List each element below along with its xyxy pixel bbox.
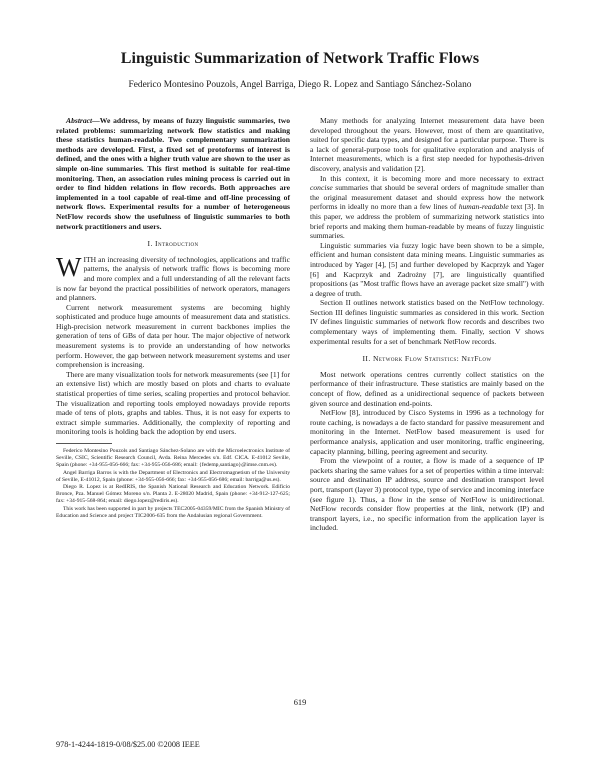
right-paragraph-4: Section II outlines network statistics based on the NetFlow technology. Section III defines linguistic summaries as considered in this work. Section IV defines linguistic summaries of network flow records and describes two complementary ways of implementing them. Finally, section V shows experimental results for a set of benchmark NetFlow records. [310,298,544,346]
section-heading-introduction: I. Introduction [147,239,199,249]
intro-paragraph-1-text: ITH an increasing diversity of technologies, applications and traffic patterns, the analysis of network traffic flows is becoming more and more complex and a full understanding of all the relevant facts is now far beyond the practical possibilities of network operators, managers and planners. [56,254,290,303]
footnote: Federico Montesino Pouzols and Santiago Sánchez-Solano are with the Microelectronics Institute of Seville, CSIC, Scientific Research Council, Avda. Reina Mercedes s/n. Edf. CICA. E-41012 Seville, Spain (phone: +34-955-056-666; fax: +34-955-056-686; email: {fedemp,santiago}@imse.cnm.es). [56,448,290,469]
footnotes [56,448,290,520]
emphasis-human-readable: human-readable [458,202,509,212]
drop-cap: W [56,251,82,282]
copyright-notice: 978-1-4244-1819-0/08/$25.00 ©2008 IEEE [56,740,200,749]
abstract-text: —We address, by means of fuzzy linguistic summaries, two related problems: summarizing network flow statistics and making these statistics human-readable. Two complementary summarization methods are developed. First, a fixed set of protoforms of interest is defined, and the ones with a higher truth value are shown to the user as simple on-line summaries. This first method is suitable for real-time monitoring. Then, an association rules mining process is carried out in order to find hidden relations in flow records. Both approaches are implemented in a tool capable of real-time and off-line processing of network flows. Experimental results for a number of heterogeneous NetFlow records show the usefulness of linguistic summaries to both network practitioners and users. [56,116,290,231]
right-paragraph-6: NetFlow [8], introduced by Cisco Systems in 1996 as a technology for route caching, is nowadays a de facto standard for passive measurement and monitoring in the Internet. NetFlow based measurement is used for performance analysis, application and user monitoring, traffic engineering, capacity planning, billing, peering agreement and security. [310,408,544,456]
footnote: Diego R. Lopez is at RedIRIS, the Spanish National Research and Education Network. Edificio Bronce, Pza. Manuel Gómez Moreno s/n. Planta 2. E-28020 Madrid, Spain (phone: +34-912-127-625; fax: +34-915-568-864; email: diego.lopez@rediris.es). [56,484,290,505]
right-paragraph-1: Many methods for analyzing Internet measurement data have been developed throughout the years. However, most of them are quantitative, suited for specific data types, and designed for a particular purpose. There is a lack of general-purpose tools for qualitative exploration and analysis of Internet measurements, which is a first step needed for hypothesis-driven discovery, analysis and validation [2]. [310,116,544,173]
right-paragraph-5: Most network operations centres currently collect statistics on the performance of their infrastructure. These statistics are mainly based on the concept of flow, defined as a unidirectional sequence of packets between given source and destination end-points. [310,369,544,408]
page-number: 619 [293,698,307,707]
text-run: summaries that should be several orders of magnitude smaller than the original measurement dataset and should express how the network performs in ideally no more than a few lines of [310,183,544,212]
text-run: In this context, it is becoming more and more necessary to extract [320,173,544,183]
intro-paragraph-1 [56,251,290,303]
text-run: text [3]. In this paper, we address the problem of summarizing network statistics into brief reports and making them human-readable by means of fuzzy linguistic summaries. [310,202,544,241]
footnote: Angel Barriga Barros is with the Department of Electronics and Electromagnetism of the University of Seville, E-41012, Spain (phone: +34-955-056-666; fax: +34-955-056-686; email: barriga@us.es). [56,469,290,483]
abstract [56,116,290,231]
intro-paragraph-3: There are many visualization tools for network measurements (see [1] for an extensive list) which are mostly based on plots and charts to evaluate statistical properties of time series, scaling properties and protocol behavior. The visualization and reporting tools employed nowadays provide reports made of tens of plots, graphs and tables. Thus, it is not easy for experts to extract simple summaries. Additionally, the complexity of reporting and monitoring tools is holding back the adoption by end users. [56,369,290,437]
left-column [56,116,290,520]
paper-authors: Federico Montesino Pouzols, Angel Barriga, Diego R. Lopez and Santiago Sánchez-Solano [128,80,472,90]
footnote: This work has been supported in part by projects TEC2005-04359/MIC from the Spanish Ministry of Education and Science and project TIC2006-635 from the Andalusian regional Government. [56,505,290,519]
right-paragraph-2 [310,174,544,241]
abstract-label: Abstract [66,116,93,125]
section-heading-netflow: II. Network Flow Statistics: NetFlow [362,354,492,364]
paper-title: Linguistic Summarization of Network Traffic Flows [120,50,480,67]
right-column [310,116,544,533]
emphasis-concise: concise [310,183,333,193]
right-paragraph-3: Linguistic summaries via fuzzy logic have been shown to be a simple, efficient and human consistent data mining means. Linguistic summaries as introduced by Yager [4], [5] and further developed by Kacprzyk and Yager [6] and Kacprzyk and Zadrożny [7], are linguistically quantified propositions (as "Most traffic flows have an average packet size small") with a degree of truth. [310,240,544,298]
right-paragraph-7: From the viewpoint of a router, a flow is made of a sequence of IP packets sharing the same values for a set of properties within a time interval: source and destination IP address, source and destination transport level port, transport (layer 3) protocol type, type of service and incoming interface (see figure 1). Thus, a flow in the sense of NetFlow is unidirectional. NetFlow records consider flow properties at the link, network (IP) and transport layers, i.e., no specific information from the application layer is included. [310,456,544,533]
footnote-divider [56,443,112,444]
intro-paragraph-2: Current network measurement systems are becoming highly sophisticated and produce huge amounts of measurement data and statistics. High-precision network measurement in current backbones implies the generation of tens of GBs of data per hour. The major objective of network measurement systems is to provide an understanding of how networks perform. However, the gap between network measurement systems and user comprehension is increasing. [56,302,290,370]
